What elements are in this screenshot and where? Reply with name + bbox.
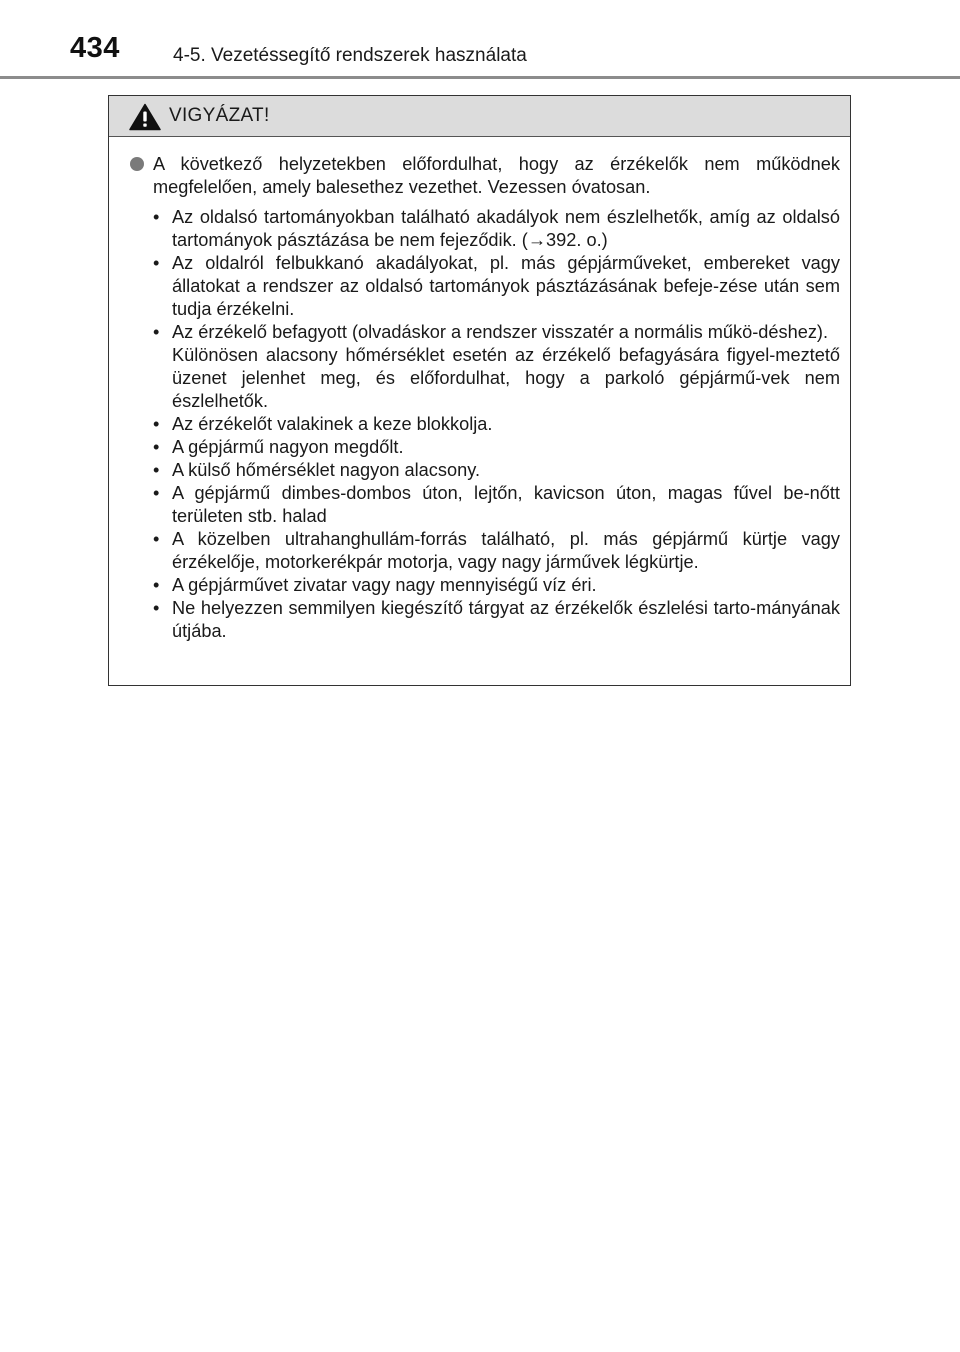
list-item-text: Az érzékelő befagyott (olvadáskor a rendszer visszatér a normális műkö-déshez). (172, 322, 829, 342)
bullet-dot-icon (130, 157, 144, 171)
caution-lead (129, 153, 840, 199)
caution-title: VIGYÁZAT! (169, 105, 270, 126)
list-item (153, 252, 840, 321)
caution-lead-text: A következő helyzetekben előfordulhat, hogy az érzékelők nem működnek megfelelően, amely balesethez vezethet. Vezessen óvatosan. (153, 154, 840, 197)
list-item-text: A gépjármű nagyon megdőlt. (172, 437, 404, 457)
caution-body (109, 137, 850, 643)
page-number: 434 (70, 32, 120, 64)
list-item (153, 482, 840, 528)
condition-list (129, 206, 840, 643)
caution-header (109, 96, 850, 137)
caution-box (108, 95, 851, 686)
list-item (153, 528, 840, 574)
list-item-text: Az érzékelőt valakinek a keze blokkolja. (172, 414, 493, 434)
bullet-icon: • (153, 575, 160, 595)
list-item-text: Az oldalsó tartományokban található akadályok nem észlelhetők, amíg az oldalsó tartományok pásztázása be nem fejeződik. (→392. o.) (172, 207, 840, 250)
bullet-icon: • (153, 529, 160, 549)
bullet-icon: • (153, 460, 160, 480)
list-item-note: Különösen alacsony hőmérséklet esetén az érzékelő befagyására figyel-meztető üzenet jelenhet meg, és előfordulhat, hogy a parkoló gépjármű-vek nem észlelhetők. (172, 345, 840, 411)
list-item-text: A közelben ultrahanghullám-forrás található, pl. más gépjármű kürtje vagy érzékelője, motorkerékpár motorja, vagy nagy járművek légkürtje. (172, 529, 840, 572)
list-item-text: Az oldalról felbukkanó akadályokat, pl. más gépjárműveket, embereket vagy állatokat a rendszer az oldalsó tartományok pásztázásának befeje-zése után sem tudja érzékelni. (172, 253, 840, 319)
list-item (153, 574, 840, 597)
list-item (153, 206, 840, 252)
list-item (153, 436, 840, 459)
list-item-text: A gépjármű dimbes-dombos úton, lejtőn, kavicson úton, magas fűvel be-nőtt területen stb. halad (172, 483, 840, 526)
list-item (153, 459, 840, 482)
bullet-icon: • (153, 414, 160, 434)
section-title: 4-5. Vezetéssegítő rendszerek használata (173, 45, 527, 66)
bullet-icon: • (153, 483, 160, 503)
page-header (0, 0, 960, 80)
bullet-icon: • (153, 322, 160, 342)
list-item (153, 597, 840, 643)
bullet-icon: • (153, 207, 160, 227)
list-item (153, 321, 840, 413)
list-item-text: Ne helyezzen semmilyen kiegészítő tárgyat az érzékelők észlelési tarto-mányának útjába. (172, 598, 840, 641)
list-item-text: A gépjárművet zivatar vagy nagy mennyiségű víz éri. (172, 575, 597, 595)
warning-triangle-icon (129, 103, 161, 131)
header-divider (0, 76, 960, 79)
list-item-text: A külső hőmérséklet nagyon alacsony. (172, 460, 481, 480)
bullet-icon: • (153, 598, 160, 618)
bullet-icon: • (153, 437, 160, 457)
bullet-icon: • (153, 253, 160, 273)
list-item (153, 413, 840, 436)
